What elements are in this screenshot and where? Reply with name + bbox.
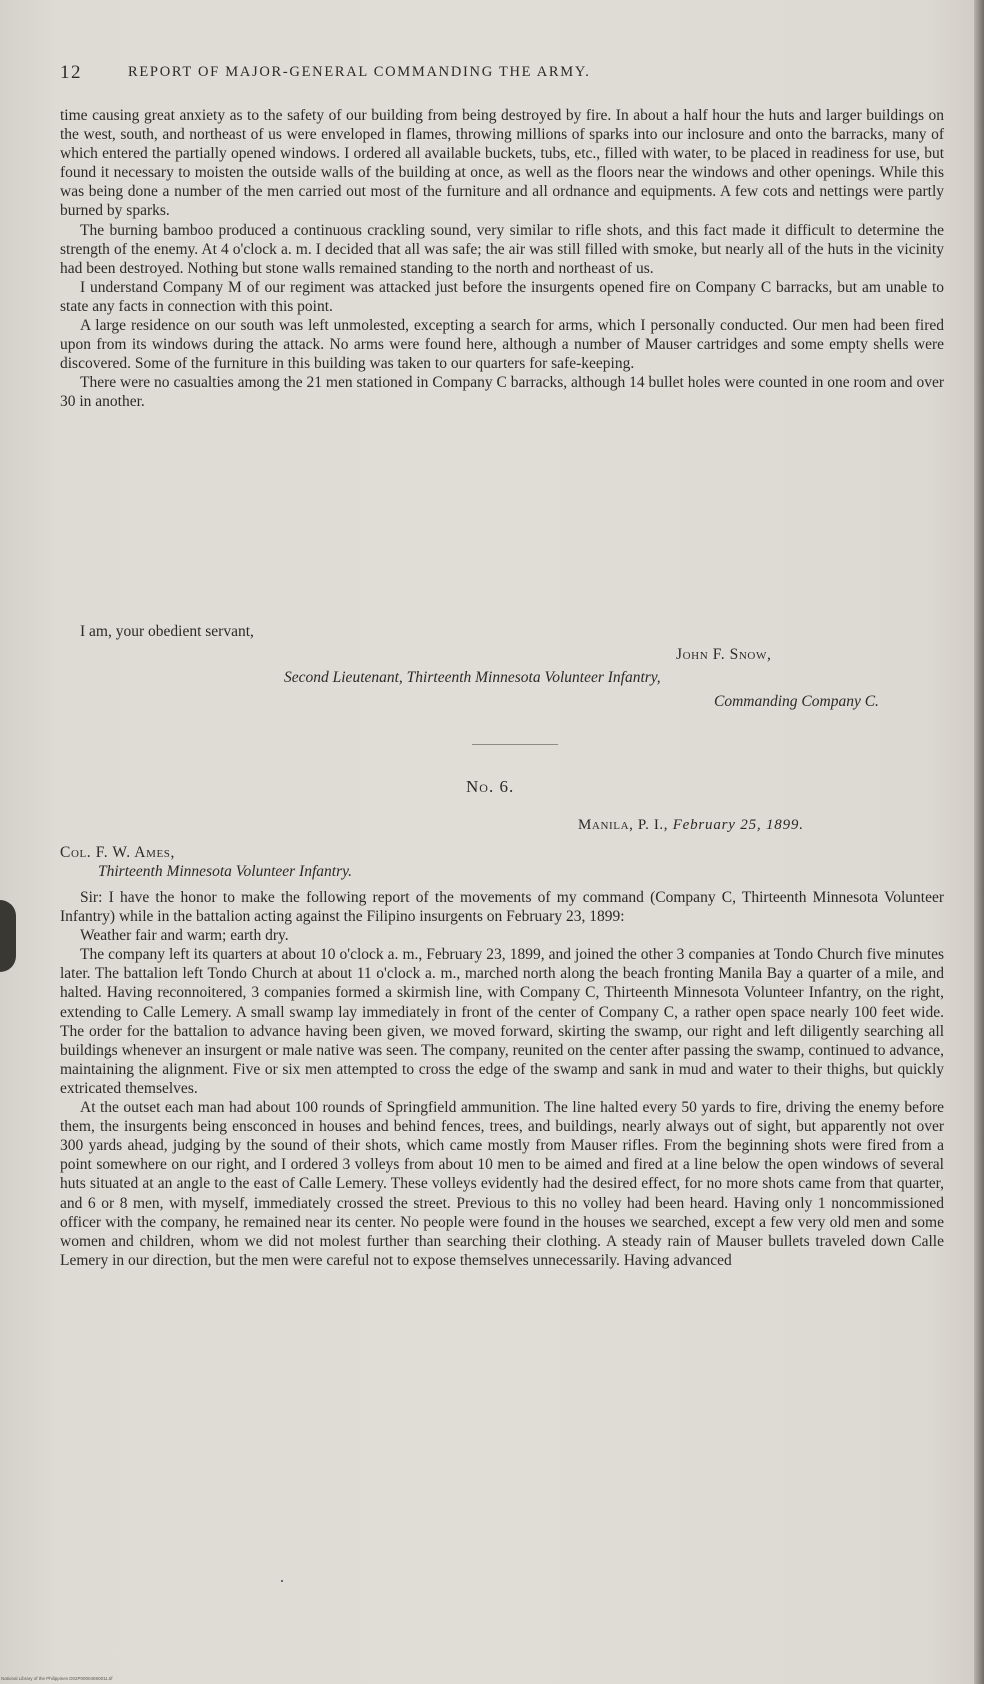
signature-name: John F. Snow, [676, 646, 772, 663]
page-edge-shadow [974, 0, 984, 1684]
page-header [60, 62, 890, 88]
report-5-paragraph: There were no casualties among the 21 men stationed in Company C barracks, although 14 bullet holes were counted in one room and over 30 in another. [60, 374, 944, 411]
document-number: No. 6. [466, 777, 515, 796]
report-6-paragraph: Sir: I have the honor to make the following report of the movements of my command (Company C, Thirteenth Minnesota Volunteer Infantry) while in the battalion acting against the Filipino insurgents on February 23, 1899: [60, 889, 944, 926]
page-number: 12 [60, 62, 82, 83]
report-5-paragraph: time causing great anxiety as to the safety of our building from being destroyed by fire. In about a half hour the huts and larger buildings on the west, south, and northeast of us were enveloped in flames, throwing millions of sparks into our inclosure and onto the barracks, many of which entered the partially opened windows. I ordered all available buckets, tubs, etc., filled with water, to be placed in readiness for use, but found it necessary to moisten the outside walls of the building at once, as well as the floors near the windows and other openings. While this was being done a number of the men carried out most of the furniture and all ordnance and equipments. A few cots and nettings were partly burned by sparks. [60, 107, 944, 220]
scan-attribution: National Library of the Philippines D02P00004690011.tif [1, 1676, 113, 1681]
signature-command: Commanding Company C. [714, 693, 879, 710]
binding-mark [0, 900, 16, 972]
section-divider [472, 744, 558, 745]
speck [281, 1580, 283, 1582]
dateline [578, 817, 804, 834]
report-6-paragraph: Weather fair and warm; earth dry. [80, 927, 289, 945]
report-6-body [60, 888, 944, 1270]
dateline-date: February 25, 1899. [672, 817, 804, 833]
report-6-paragraph: The company left its quarters at about 10 o'clock a. m., February 23, 1899, and joined the other 3 companies at Tondo Church five minutes later. The battalion left Tondo Church at about 11 o'clock a. m., marched north along the beach fronting Manila Bay a quarter of a mile, and halted. Having reconnoitered, 3 companies formed a skirmish line, with Company C, Thirteenth Minnesota Volunteer Infantry, on the right, extending to Calle Lemery. A small swamp lay immediately in front of the center of Company C, a rather open space nearly 100 feet wide. The order for the battalion to advance having been given, we moved forward, skirting the swamp, our right and left diligently searching all buildings whenever an insurgent or male native was seen. The company, reunited on the center after passing the swamp, continued to advance, maintaining the alignment. Five or six men attempted to cross the edge of the swamp and sank in mud and water to their thighs, but quickly extricated themselves. [60, 946, 944, 1097]
report-5-body [60, 106, 944, 412]
addressee-name: Col. F. W. Ames, [60, 844, 175, 861]
closing-line: I am, your obedient servant, [80, 623, 254, 640]
signature-title: Second Lieutenant, Thirteenth Minnesota Volunteer Infantry, [284, 669, 661, 686]
report-6-paragraph: At the outset each man had about 100 rounds of Springfield ammunition. The line halted every 50 yards to fire, driving the enemy before them, the insurgents being ensconced in houses and behind fences, trees, and buildings, nearly always out of sight, but apparently not over 300 yards ahead, judging by the sound of their shots, which came mostly from Mauser rifles. From the beginning shots were fired from a point somewhere on our right, and I ordered 3 volleys from about 10 men to be aimed and fired at a line below the open windows of several huts situated at an angle to the east of Calle Lemery. These volleys evidently had the desired effect, for no more shots came from that quarter, and 6 or 8 men, with myself, immediately crossed the street. Previous to this no volley had been heard. Having only 1 noncommissioned officer with the company, he remained near its center. No people were found in the houses we searched, except a few very old men and some women and children, whom we did not molest further than searching their clothing. A steady rain of Mauser bullets traveled down Calle Lemery in our direction, but the men were careful not to expose themselves unnecessarily. Having advanced [60, 1099, 944, 1269]
addressee-unit: Thirteenth Minnesota Volunteer Infantry. [98, 863, 353, 880]
dateline-place: Manila, P. I., [578, 817, 669, 833]
report-5-paragraph: A large residence on our south was left unmolested, excepting a search for arms, which I personally conducted. Our men had been fired upon from its windows during the attack. No arms were found here, although a number of Mauser cartridges and some empty shells were discovered. Some of the furniture in this building was taken to our quarters for safe-keeping. [60, 317, 944, 373]
running-head: REPORT OF MAJOR-GENERAL COMMANDING THE ARMY. [128, 64, 591, 80]
report-5-paragraph: I understand Company M of our regiment was attacked just before the insurgents opened fire on Company C barracks, but am unable to state any facts in connection with this point. [60, 278, 944, 315]
addressee-block [60, 843, 352, 881]
report-5-paragraph: The burning bamboo produced a continuous crackling sound, very similar to rifle shots, and this fact made it difficult to determine the strength of the enemy. At 4 o'clock a. m. I decided that all was safe; the air was still filled with smoke, but nearly all of the huts in the vicinity had been destroyed. Nothing but stone walls remained standing to the north and northeast of us. [60, 221, 944, 277]
